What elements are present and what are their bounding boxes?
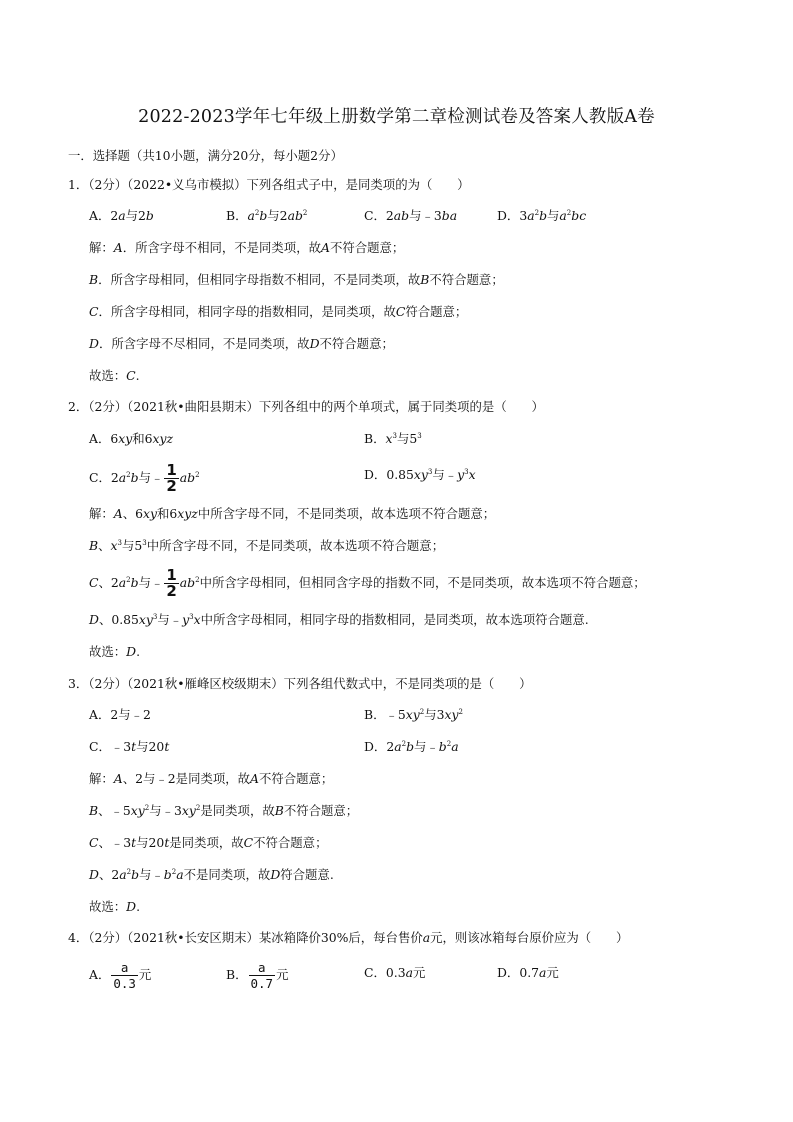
q3-option-b: B．$﹣5xy^2$与$3xy^2$ (364, 707, 463, 722)
q2-option-d: D．$0.85xy^3$与$﹣y^3x$ (364, 467, 476, 482)
q3-option-d: D．$2a^2b$与$﹣b^2a$ (364, 739, 459, 754)
fraction-a-over-0-3: $\frac{a}{0.3}$ (113, 960, 136, 991)
fraction-a-over-0-7: $\frac{a}{0.7}$ (250, 960, 274, 991)
q1-option-d: D．$3a^2b$与$a^2bc$ (497, 208, 587, 223)
q1-solution-4: D．所含字母不尽相同，不是同类项，故D不符合题意； (89, 336, 394, 351)
fraction-one-half: $\frac{1}{2}$ (166, 566, 177, 600)
q2-solution-4: D、$0.85xy^3$与$﹣y^3x$中所含字母相同，相同字母的指数相同，是同类项，故本选项符合题意. (89, 612, 589, 627)
q1-answer: 故选：C. (89, 368, 140, 383)
q3-option-c: C．﹣3t与20t (89, 739, 170, 754)
q1-option-b: B．$a^2b$与$2ab^2$ (226, 208, 308, 223)
q1-solution-2: B．所含字母相同，但相同字母指数不相同，不是同类项，故B不符合题意； (89, 272, 504, 287)
q1-solution-1: 解：A．所含字母不相同，不是同类项，故A不符合题意； (89, 240, 405, 255)
section-heading: 一．选择题（共10小题，满分20分，每小题2分） (68, 148, 343, 163)
q3-option-a: A．2与﹣2 (89, 707, 151, 722)
q3-answer: 故选：D. (89, 899, 141, 914)
q2-solution-2: B、$x^3$与$5^3$中所含字母不同，不是同类项，故本选项不符合题意； (89, 538, 445, 553)
q1-solution-3: C．所含字母相同，相同字母的指数相同，是同类项，故C符合题意； (89, 304, 468, 319)
q2-answer: 故选：D. (89, 644, 141, 659)
q1-option-a: A．2a与2b (89, 208, 154, 223)
page-title: 2022-2023学年七年级上册数学第二章检测试卷及答案人教版A卷 (138, 107, 655, 127)
q1-stem-text: 1．（2分）（2022•义乌市模拟）下列各组式子中，是同类项的为（ ） (68, 177, 470, 192)
q2-option-b: B．$x^3$与$5^3$ (364, 431, 422, 446)
q4-option-a: A． $\frac{a}{0.3}$ 元 (89, 960, 152, 991)
q1-stem (68, 176, 470, 194)
q2-solution-3: C、$2a^2b$与﹣ $\frac{1}{2}$ $ab^2$中所含字母相同，但相同含字母的指数不同，不是同类项，故本选项不符合题意； (89, 566, 646, 600)
q3-solution-4: D、$2a^2b$与$﹣b^2a$不是同类项，故D符合题意. (89, 867, 334, 882)
q3-solution-1: 解：A、2与﹣2是同类项，故A不符合题意； (89, 771, 334, 786)
q1-option-c: C．2ab与﹣3ba (364, 208, 458, 223)
q2-stem: 2．（2分）（2021秋•曲阳县期末）下列各组中的两个单项式，属于同类项的是（ ） (68, 399, 544, 414)
q3-solution-2: B、$﹣5xy^2$与$﹣3xy^2$是同类项，故B不符合题意； (89, 803, 359, 818)
q4-stem: 4．（2分）（2021秋•长安区期末）某冰箱降价30%后，每台售价a元，则该冰箱每台原价应为（ ） (68, 930, 629, 945)
q4-option-b: B． $\frac{a}{0.7}$ 元 (226, 960, 289, 991)
q2-option-a: A．6xy和6xyz (89, 431, 174, 446)
q4-option-d: D．0.7a元 (497, 965, 559, 980)
fraction-one-half: $\frac{1}{2}$ (166, 461, 177, 495)
q4-option-c: C．0.3a元 (364, 965, 426, 980)
q2-solution-1: 解：A、6xy和6xyz中所含字母不同，不是同类项，故本选项不符合题意； (89, 506, 496, 521)
q3-solution-3: C、﹣3t与20t是同类项，故C不符合题意； (89, 835, 328, 850)
q2-option-c: C．$2a^2b$与﹣ $\frac{1}{2}$ $ab^2$ (89, 461, 200, 495)
q3-stem: 3．（2分）（2021秋•雁峰区校级期末）下列各组代数式中，不是同类项的是（ ） (68, 676, 532, 691)
